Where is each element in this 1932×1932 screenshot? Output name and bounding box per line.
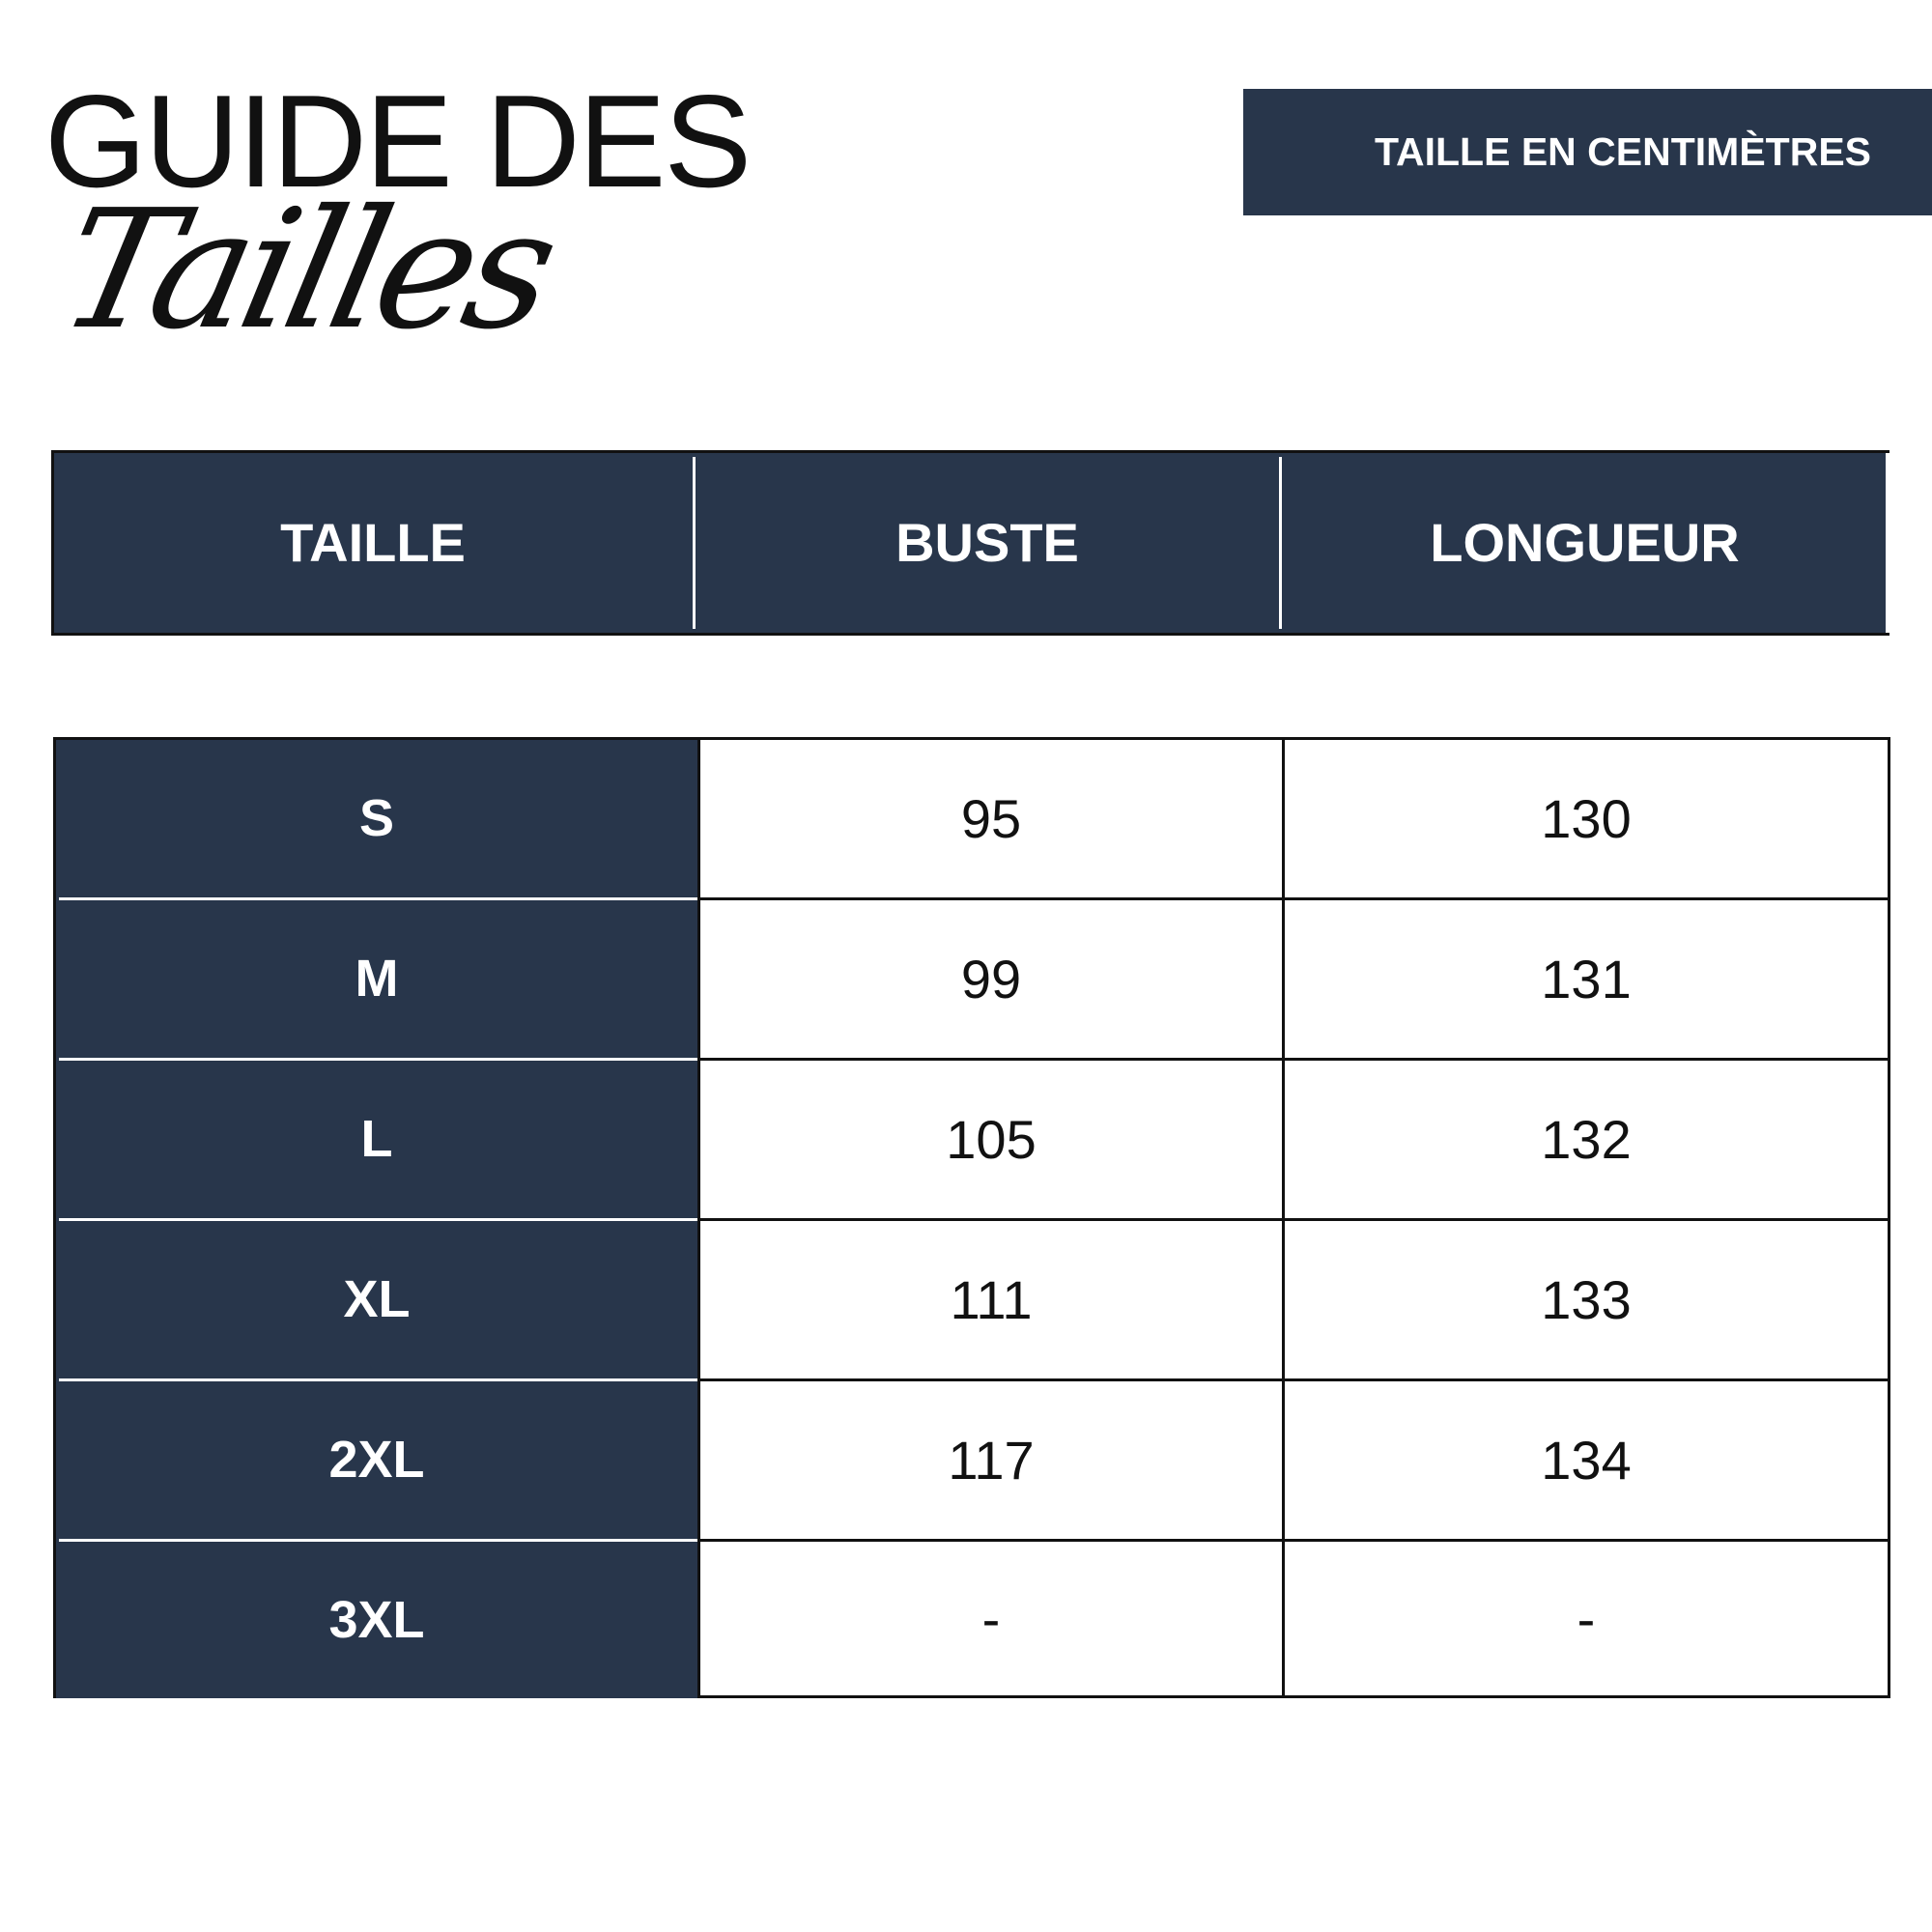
cell-longueur-2xl: 134 bbox=[1541, 1430, 1632, 1491]
cell-longueur-l: 132 bbox=[1541, 1109, 1632, 1170]
cell-buste-3xl: - bbox=[981, 1588, 1001, 1649]
column-header-buste: BUSTE bbox=[895, 512, 1079, 573]
cell-longueur-s: 130 bbox=[1541, 788, 1632, 849]
size-column bbox=[53, 737, 697, 1698]
cell-buste-s: 95 bbox=[960, 788, 1022, 849]
page-title: GUIDE DES bbox=[44, 68, 751, 214]
column-header-longueur: LONGUEUR bbox=[1430, 512, 1740, 573]
page-title-script: Tailles bbox=[45, 175, 566, 366]
measurement-grid bbox=[697, 737, 1890, 1698]
table-header-row bbox=[51, 450, 1889, 636]
cell-buste-2xl: 117 bbox=[948, 1430, 1035, 1491]
size-label-3xl: 3XL bbox=[328, 1591, 425, 1649]
header-edge bbox=[1886, 453, 1889, 633]
cell-longueur-3xl: - bbox=[1577, 1588, 1596, 1649]
column-header-taille: TAILLE bbox=[280, 512, 466, 573]
size-table bbox=[53, 737, 1890, 1698]
size-label-2xl: 2XL bbox=[328, 1431, 425, 1489]
cell-buste-m: 99 bbox=[960, 949, 1022, 1009]
cell-buste-l: 105 bbox=[946, 1109, 1037, 1170]
cell-buste-xl: 111 bbox=[950, 1269, 1033, 1330]
cell-longueur-m: 131 bbox=[1541, 949, 1632, 1009]
size-label-l: L bbox=[360, 1110, 393, 1168]
size-label-s: S bbox=[358, 789, 395, 847]
cell-longueur-xl: 133 bbox=[1541, 1269, 1632, 1330]
size-label-xl: XL bbox=[343, 1270, 411, 1328]
unit-badge: TAILLE EN CENTIMÈTRES bbox=[1243, 89, 1932, 215]
size-label-m: M bbox=[355, 950, 399, 1008]
